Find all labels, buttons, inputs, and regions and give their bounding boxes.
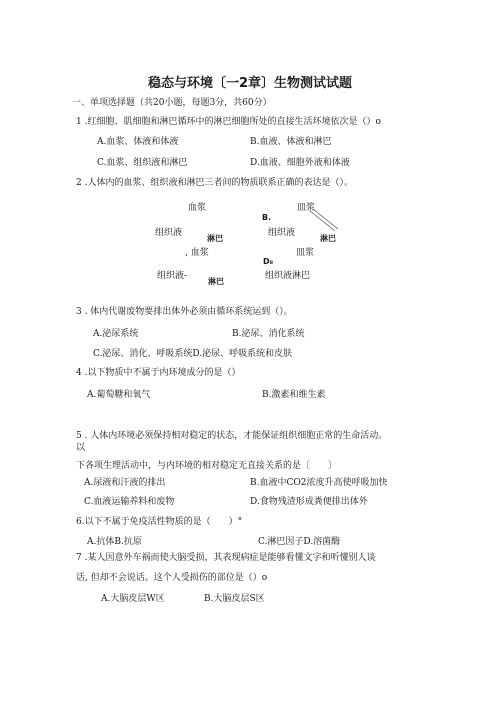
q1-option-d: D.血液、细胞外液和体液 — [250, 158, 350, 168]
q7-option-b: B.大脑皮层S区 — [204, 594, 265, 604]
q2-b-lymph: 淋巴 — [320, 234, 336, 243]
q3-option-a: A.泌尿系统 — [93, 329, 139, 339]
question-6: 6.以下不属于免疫活性物质的是（ ）° — [76, 517, 243, 527]
question-5-line3: 下各项生理活动中，与内环境的相对稳定无直接关系的是〔 〕 — [76, 461, 338, 471]
q2-d-tissue-lymph: 组织液淋巴 — [265, 271, 311, 281]
q5-option-a: A.尿液和汗液的排出 — [84, 478, 166, 488]
q1-option-b: B.血液、体液和淋巴 — [250, 137, 332, 147]
question-3: 3 . 体内代谢废物要排出体外必须由循环系统运到（）。 — [76, 307, 293, 317]
q2-c-tissue-fluid: 组织液- — [157, 271, 188, 281]
q2-a-lymph: 淋巴 — [207, 234, 223, 243]
q5-option-b: B.血液中CO2浓度升高使呼吸加快 — [250, 478, 388, 488]
q1-option-c: C.血浆、组织液和淋巴 — [97, 158, 188, 168]
question-2: 2 .人体内的血浆、组织液和淋巴三者间的物质联系正确的表达是（）。 — [76, 178, 353, 188]
q2-c-plasma: , 血浆 — [185, 248, 209, 258]
q6-option-cd: C.淋巴因子D.溶菌酶 — [258, 537, 341, 547]
q3-option-cd: C.泌尿、消化、呼吸系统D.泌尿、呼吸系统和皮肤 — [93, 349, 293, 359]
q4-option-b: B.激素和维生素 — [262, 390, 326, 400]
question-1: 1 .红细胞、肌细胞和淋巴循环中的淋巴细胞所处的直接生活环境依次是（）o — [76, 117, 381, 127]
question-5-line1: 5 . 人体内环境必须保持相对稳定的状态，才能保证组织细胞正常的生命活动。 — [76, 431, 388, 441]
q5-option-c: C.血液运输养料和废物 — [84, 497, 175, 507]
q2-c-lymph: 淋巴 — [208, 277, 224, 286]
question-7-line1: 7 .某人因意外车祸而使大脑受损，其表现病症是能够看懂文字和听懂别人谈 — [76, 553, 376, 563]
q2-b-plasma: 皿浆 — [297, 203, 316, 213]
question-5-line2: 以 — [76, 443, 86, 453]
q1-option-a: A.血浆、体液和体液 — [97, 137, 179, 147]
q6-option-ab: A.抗体B.抗原 — [87, 537, 142, 547]
q5-option-d: D.食物残渣形成粪便排出体外 — [250, 497, 368, 507]
q7-option-a: A.大脑皮层W区 — [101, 594, 165, 604]
q2-b-label: B. — [262, 213, 272, 222]
page-title: 稳态与环境〔一2章〕生物测试试题 — [148, 76, 353, 91]
q2-d-label: D₈ — [263, 257, 274, 266]
q4-option-a: A.葡萄糖和氧气 — [87, 390, 151, 400]
q2-d-plasma: 皿浆 — [296, 248, 315, 258]
q3-option-b: B.泌尿、消化系统 — [232, 329, 305, 339]
q2-b-tissue-fluid: 组织液 — [268, 228, 296, 238]
q2-a-tissue-fluid: 组织液 — [155, 228, 183, 238]
section-heading: 一、单项选择题（共20小题，每题3分，共60分） — [72, 98, 272, 108]
q2-a-plasma: 血浆 — [188, 203, 207, 213]
question-7-line2: 话, 但却不会说话。这个人受损伤的部位是（）o — [76, 573, 268, 583]
question-4: 4 .以下物质中不属于内环境成分的是（） — [76, 368, 241, 378]
